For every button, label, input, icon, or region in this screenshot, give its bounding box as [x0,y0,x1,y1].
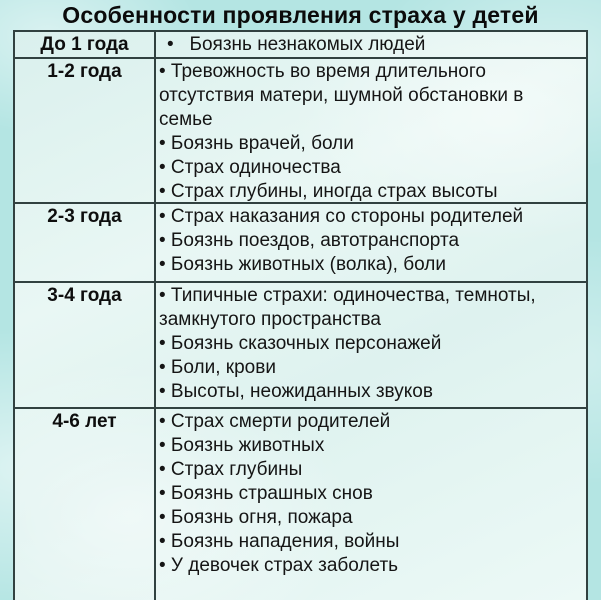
age-label: 2-3 года [47,206,122,227]
age-cell [15,283,156,407]
age-cell [15,59,156,202]
age-label: 3-4 года [47,285,122,306]
fear-item: • Боли, крови [159,357,276,378]
fear-item: • Страх смерти родителей [159,411,391,432]
fear-item: • Боязнь животных [159,435,325,456]
fear-item: • Страх одиночества [159,157,341,178]
fear-item: • Боязнь врачей, боли [159,133,354,154]
table-row-3-4-years [15,283,586,409]
table-row-under-1-year [15,32,586,59]
fear-item: • Боязнь сказочных персонажей [159,333,442,354]
items-cell [156,59,586,202]
fear-item: • Боязнь нападения, войны [159,531,400,552]
table-row-2-3-years [15,204,586,283]
fear-item: • У девочек страх заболеть [159,555,399,576]
age-label: До 1 года [40,34,129,55]
age-cell [15,204,156,281]
age-cell [15,409,156,600]
fear-item: • Боязнь огня, пожара [159,507,353,528]
items-cell [156,283,586,407]
fear-item: • Высоты, неожиданных звуков [159,381,433,402]
fear-item: • Страх глубины, иногда страх высоты [159,181,498,202]
items-cell [156,204,586,281]
table-row-1-2-years [15,59,586,204]
items-cell [156,409,586,600]
fear-item: • Тревожность во время длительного отсутствия матери, шумной обстановки в семье [159,61,529,130]
page-title: Особенности проявления страха у детей [62,2,539,28]
fear-item: • Страх глубины [159,459,303,480]
items-cell [156,32,586,57]
fear-item: • Боязнь поездов, автотранспорта [159,230,460,251]
fears-table [13,30,588,600]
age-cell [15,32,156,57]
fear-item: • Боязнь страшных снов [159,483,373,504]
fear-item: • Боязнь животных (волка), боли [159,254,446,275]
fear-item: • Боязнь незнакомых людей [167,34,426,55]
fear-item: • Типичные страхи: одиночества, темноты, замкнутого пространства [159,285,541,330]
age-label: 4-6 лет [52,411,117,432]
fear-item: • Страх наказания со стороны родителей [159,206,524,227]
table-row-4-6-years [15,409,586,600]
age-label: 1-2 года [47,61,122,82]
